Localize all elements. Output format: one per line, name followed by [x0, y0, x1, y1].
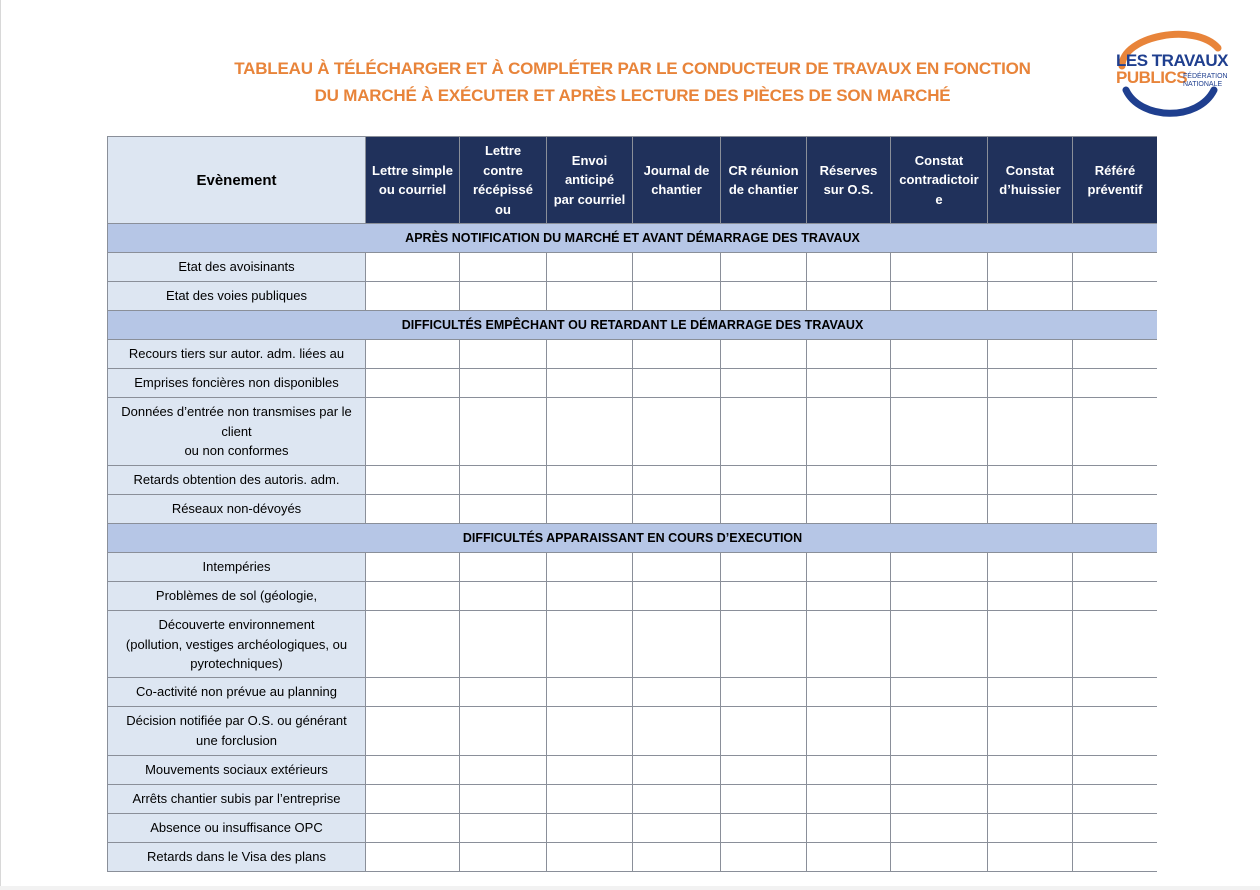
document-title — [160, 55, 1105, 109]
empty-entry-cell[interactable] — [988, 495, 1073, 524]
empty-entry-cell[interactable] — [547, 756, 633, 785]
logo-wordmark-line-2: PUBLICS — [1116, 68, 1188, 87]
page-bottom-edge — [0, 886, 1260, 890]
empty-entry-cell[interactable] — [1073, 398, 1158, 466]
empty-entry-cell[interactable] — [807, 466, 891, 495]
empty-entry-cell[interactable] — [547, 398, 633, 466]
empty-entry-cell[interactable] — [891, 843, 988, 872]
empty-entry-cell[interactable] — [1073, 253, 1158, 282]
empty-entry-cell[interactable] — [1073, 582, 1158, 611]
empty-entry-cell[interactable] — [460, 678, 547, 707]
event-label: Problèmes de sol (géologie, — [108, 582, 366, 611]
empty-entry-cell[interactable] — [460, 785, 547, 814]
empty-entry-cell[interactable] — [547, 340, 633, 369]
logo-subtitle-line-2: NATIONALE — [1183, 81, 1223, 88]
empty-entry-cell[interactable] — [807, 678, 891, 707]
empty-entry-cell[interactable] — [807, 707, 891, 756]
table-row — [108, 611, 1158, 678]
column-header: Constat contradictoir e — [891, 137, 988, 224]
empty-entry-cell[interactable] — [721, 466, 807, 495]
empty-entry-cell[interactable] — [807, 785, 891, 814]
empty-entry-cell[interactable] — [1073, 340, 1158, 369]
empty-entry-cell[interactable] — [891, 553, 988, 582]
empty-entry-cell[interactable] — [1073, 611, 1158, 678]
empty-entry-cell[interactable] — [1073, 785, 1158, 814]
empty-entry-cell[interactable] — [366, 756, 460, 785]
event-label: Emprises foncières non disponibles — [108, 369, 366, 398]
table-row — [108, 398, 1158, 466]
column-header: Lettre contre récépissé ou — [460, 137, 547, 224]
column-header: Lettre simple ou courriel — [366, 137, 460, 224]
empty-entry-cell[interactable] — [721, 756, 807, 785]
event-label: Absence ou insuffisance OPC — [108, 814, 366, 843]
empty-entry-cell[interactable] — [460, 814, 547, 843]
empty-entry-cell[interactable] — [547, 707, 633, 756]
empty-entry-cell[interactable] — [891, 707, 988, 756]
empty-entry-cell[interactable] — [891, 253, 988, 282]
empty-entry-cell[interactable] — [807, 369, 891, 398]
empty-entry-cell[interactable] — [721, 553, 807, 582]
empty-entry-cell[interactable] — [807, 398, 891, 466]
empty-entry-cell[interactable] — [366, 253, 460, 282]
empty-entry-cell[interactable] — [721, 678, 807, 707]
empty-entry-cell[interactable] — [721, 282, 807, 311]
empty-entry-cell[interactable] — [547, 495, 633, 524]
section-title: APRÈS NOTIFICATION DU MARCHÉ ET AVANT DÉMARRAGE DES TRAVAUX — [108, 224, 1158, 253]
empty-entry-cell[interactable] — [891, 340, 988, 369]
empty-entry-cell[interactable] — [547, 843, 633, 872]
table-row — [108, 495, 1158, 524]
empty-entry-cell[interactable] — [988, 843, 1073, 872]
empty-entry-cell[interactable] — [1073, 843, 1158, 872]
empty-entry-cell[interactable] — [891, 282, 988, 311]
empty-entry-cell[interactable] — [807, 553, 891, 582]
empty-entry-cell[interactable] — [366, 582, 460, 611]
empty-entry-cell[interactable] — [547, 282, 633, 311]
empty-entry-cell[interactable] — [460, 582, 547, 611]
table-row — [108, 843, 1158, 872]
event-label: Mouvements sociaux extérieurs — [108, 756, 366, 785]
empty-entry-cell[interactable] — [891, 495, 988, 524]
event-label: Découverte environnement (pollution, vestiges archéologiques, ou pyrotechniques) — [108, 611, 366, 678]
empty-entry-cell[interactable] — [721, 495, 807, 524]
section-header-row — [108, 311, 1158, 340]
empty-entry-cell[interactable] — [721, 253, 807, 282]
empty-entry-cell[interactable] — [1073, 282, 1158, 311]
empty-entry-cell[interactable] — [633, 398, 721, 466]
event-label: Etat des voies publiques — [108, 282, 366, 311]
empty-entry-cell[interactable] — [721, 369, 807, 398]
empty-entry-cell[interactable] — [988, 707, 1073, 756]
table-row — [108, 466, 1158, 495]
header-evenement: Evènement — [108, 137, 366, 224]
empty-entry-cell[interactable] — [633, 340, 721, 369]
event-label: Décision notifiée par O.S. ou générant une forclusion — [108, 707, 366, 756]
event-label: Arrêts chantier subis par l’entreprise — [108, 785, 366, 814]
empty-entry-cell[interactable] — [633, 843, 721, 872]
table-row — [108, 369, 1158, 398]
empty-entry-cell[interactable] — [988, 678, 1073, 707]
empty-entry-cell[interactable] — [807, 756, 891, 785]
column-header: Envoi anticipé par courriel — [547, 137, 633, 224]
empty-entry-cell[interactable] — [807, 495, 891, 524]
empty-entry-cell[interactable] — [547, 814, 633, 843]
empty-entry-cell[interactable] — [891, 678, 988, 707]
table-row — [108, 814, 1158, 843]
empty-entry-cell[interactable] — [460, 369, 547, 398]
empty-entry-cell[interactable] — [721, 340, 807, 369]
table-row — [108, 785, 1158, 814]
empty-entry-cell[interactable] — [366, 369, 460, 398]
event-label: Recours tiers sur autor. adm. liées au — [108, 340, 366, 369]
fntp-logo — [1110, 26, 1228, 120]
table-row — [108, 582, 1158, 611]
logo-subtitle-line-1: FÉDÉRATION — [1183, 73, 1228, 80]
empty-entry-cell[interactable] — [460, 282, 547, 311]
empty-entry-cell[interactable] — [1073, 466, 1158, 495]
event-label: Réseaux non-dévoyés — [108, 495, 366, 524]
empty-entry-cell[interactable] — [721, 398, 807, 466]
event-label: Données d’entrée non transmises par le client ou non conformes — [108, 398, 366, 466]
empty-entry-cell[interactable] — [633, 707, 721, 756]
empty-entry-cell[interactable] — [460, 398, 547, 466]
empty-entry-cell[interactable] — [807, 582, 891, 611]
empty-entry-cell[interactable] — [366, 785, 460, 814]
empty-entry-cell[interactable] — [633, 253, 721, 282]
empty-entry-cell[interactable] — [1073, 814, 1158, 843]
event-label: Retards obtention des autoris. adm. — [108, 466, 366, 495]
empty-entry-cell[interactable] — [721, 785, 807, 814]
empty-entry-cell[interactable] — [988, 785, 1073, 814]
empty-entry-cell[interactable] — [988, 814, 1073, 843]
empty-entry-cell[interactable] — [366, 814, 460, 843]
empty-entry-cell[interactable] — [1073, 553, 1158, 582]
empty-entry-cell[interactable] — [366, 495, 460, 524]
empty-entry-cell[interactable] — [460, 843, 547, 872]
title-line-2: DU MARCHÉ À EXÉCUTER ET APRÈS LECTURE DES PIÈCES DE SON MARCHÉ — [314, 86, 951, 105]
empty-entry-cell[interactable] — [460, 707, 547, 756]
column-header: Référé préventif — [1073, 137, 1158, 224]
empty-entry-cell[interactable] — [633, 785, 721, 814]
empty-entry-cell[interactable] — [721, 582, 807, 611]
empty-entry-cell[interactable] — [988, 756, 1073, 785]
empty-entry-cell[interactable] — [988, 369, 1073, 398]
empty-entry-cell[interactable] — [1073, 495, 1158, 524]
empty-entry-cell[interactable] — [547, 553, 633, 582]
empty-entry-cell[interactable] — [547, 611, 633, 678]
column-header: Journal de chantier — [633, 137, 721, 224]
empty-entry-cell[interactable] — [988, 253, 1073, 282]
empty-entry-cell[interactable] — [1073, 369, 1158, 398]
column-header: CR réunion de chantier — [721, 137, 807, 224]
section-header-row — [108, 524, 1158, 553]
empty-entry-cell[interactable] — [460, 553, 547, 582]
empty-entry-cell[interactable] — [721, 843, 807, 872]
empty-entry-cell[interactable] — [366, 843, 460, 872]
table-body — [108, 224, 1158, 872]
empty-entry-cell[interactable] — [366, 678, 460, 707]
empty-entry-cell[interactable] — [1073, 678, 1158, 707]
section-header-row — [108, 224, 1158, 253]
empty-entry-cell[interactable] — [1073, 756, 1158, 785]
empty-entry-cell[interactable] — [547, 785, 633, 814]
empty-entry-cell[interactable] — [891, 785, 988, 814]
events-table — [107, 136, 1157, 872]
events-table-container — [107, 136, 1157, 873]
empty-entry-cell[interactable] — [807, 843, 891, 872]
page-left-border — [0, 0, 1, 890]
empty-entry-cell[interactable] — [891, 369, 988, 398]
empty-entry-cell[interactable] — [633, 466, 721, 495]
empty-entry-cell[interactable] — [366, 398, 460, 466]
empty-entry-cell[interactable] — [988, 611, 1073, 678]
event-label: Co-activité non prévue au planning — [108, 678, 366, 707]
empty-entry-cell[interactable] — [891, 756, 988, 785]
empty-entry-cell[interactable] — [721, 814, 807, 843]
empty-entry-cell[interactable] — [988, 340, 1073, 369]
empty-entry-cell[interactable] — [547, 466, 633, 495]
empty-entry-cell[interactable] — [547, 369, 633, 398]
empty-entry-cell[interactable] — [891, 814, 988, 843]
table-row — [108, 678, 1158, 707]
empty-entry-cell[interactable] — [633, 282, 721, 311]
empty-entry-cell[interactable] — [988, 582, 1073, 611]
empty-entry-cell[interactable] — [988, 282, 1073, 311]
empty-entry-cell[interactable] — [366, 466, 460, 495]
empty-entry-cell[interactable] — [460, 756, 547, 785]
title-line-1: TABLEAU À TÉLÉCHARGER ET À COMPLÉTER PAR LE CONDUCTEUR DE TRAVAUX EN FONCTION — [234, 59, 1031, 78]
empty-entry-cell[interactable] — [460, 466, 547, 495]
empty-entry-cell[interactable] — [633, 611, 721, 678]
empty-entry-cell[interactable] — [366, 340, 460, 369]
empty-entry-cell[interactable] — [633, 369, 721, 398]
empty-entry-cell[interactable] — [633, 678, 721, 707]
event-label: Intempéries — [108, 553, 366, 582]
table-row — [108, 553, 1158, 582]
empty-entry-cell[interactable] — [1073, 707, 1158, 756]
empty-entry-cell[interactable] — [988, 398, 1073, 466]
section-title: DIFFICULTÉS APPARAISSANT EN COURS D’EXECUTION — [108, 524, 1158, 553]
table-row — [108, 340, 1158, 369]
empty-entry-cell[interactable] — [633, 553, 721, 582]
logo-wordmark-line-1: LES TRAVAUX — [1116, 51, 1228, 70]
empty-entry-cell[interactable] — [891, 582, 988, 611]
empty-entry-cell[interactable] — [460, 253, 547, 282]
empty-entry-cell[interactable] — [807, 611, 891, 678]
empty-entry-cell[interactable] — [633, 495, 721, 524]
empty-entry-cell[interactable] — [547, 678, 633, 707]
table-header-row — [108, 137, 1158, 224]
empty-entry-cell[interactable] — [807, 282, 891, 311]
table-row — [108, 253, 1158, 282]
empty-entry-cell[interactable] — [721, 611, 807, 678]
empty-entry-cell[interactable] — [891, 611, 988, 678]
empty-entry-cell[interactable] — [988, 466, 1073, 495]
event-label: Retards dans le Visa des plans — [108, 843, 366, 872]
empty-entry-cell[interactable] — [460, 340, 547, 369]
empty-entry-cell[interactable] — [891, 398, 988, 466]
empty-entry-cell[interactable] — [807, 814, 891, 843]
empty-entry-cell[interactable] — [807, 340, 891, 369]
empty-entry-cell[interactable] — [366, 553, 460, 582]
empty-entry-cell[interactable] — [547, 253, 633, 282]
empty-entry-cell[interactable] — [366, 282, 460, 311]
empty-entry-cell[interactable] — [633, 756, 721, 785]
section-title: DIFFICULTÉS EMPÊCHANT OU RETARDANT LE DÉMARRAGE DES TRAVAUX — [108, 311, 1158, 340]
empty-entry-cell[interactable] — [807, 253, 891, 282]
table-row — [108, 707, 1158, 756]
empty-entry-cell[interactable] — [366, 611, 460, 678]
column-header: Réserves sur O.S. — [807, 137, 891, 224]
empty-entry-cell[interactable] — [633, 582, 721, 611]
empty-entry-cell[interactable] — [547, 582, 633, 611]
empty-entry-cell[interactable] — [721, 707, 807, 756]
empty-entry-cell[interactable] — [366, 707, 460, 756]
table-row — [108, 756, 1158, 785]
table-row — [108, 282, 1158, 311]
empty-entry-cell[interactable] — [460, 495, 547, 524]
column-header: Constat d’huissier — [988, 137, 1073, 224]
empty-entry-cell[interactable] — [891, 466, 988, 495]
empty-entry-cell[interactable] — [633, 814, 721, 843]
event-label: Etat des avoisinants — [108, 253, 366, 282]
empty-entry-cell[interactable] — [988, 553, 1073, 582]
empty-entry-cell[interactable] — [460, 611, 547, 678]
